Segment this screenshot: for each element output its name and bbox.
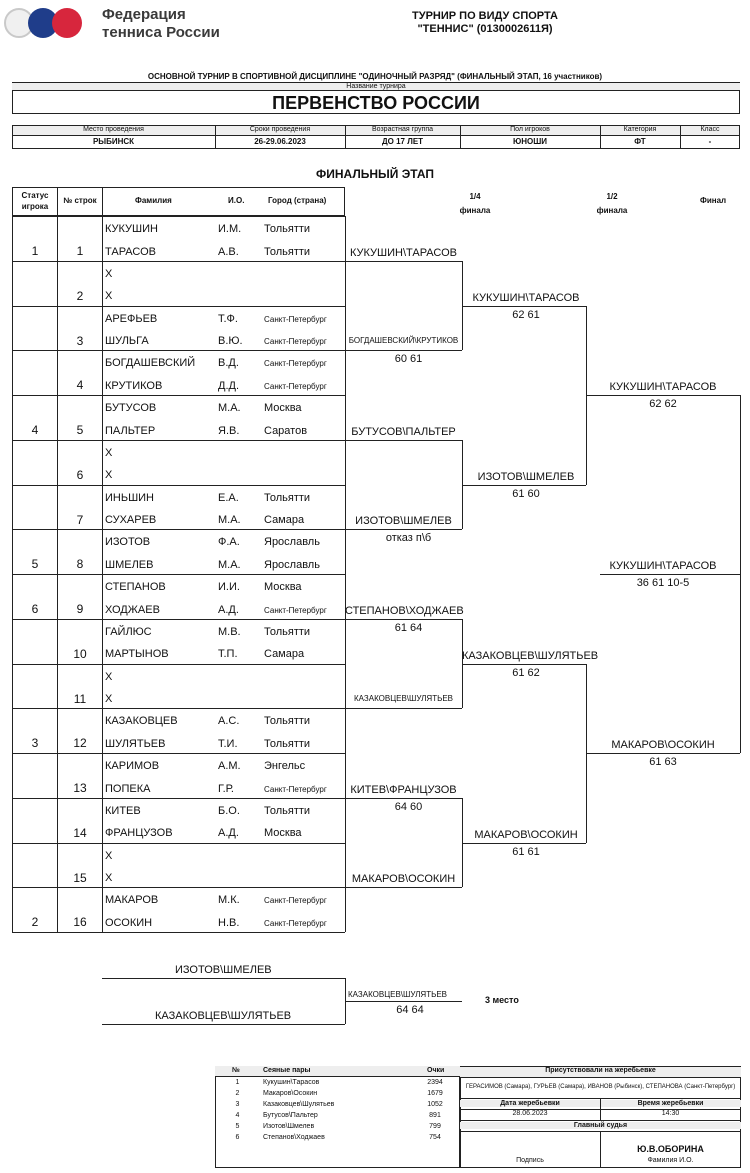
r2-score: 61 62 xyxy=(512,666,540,679)
seed-points: 2394 xyxy=(427,1079,443,1086)
r1-score: 60 61 xyxy=(394,353,423,366)
seed-no: 3 xyxy=(235,1101,240,1108)
seed-points: 891 xyxy=(429,1112,441,1119)
player-initials: В.Д. xyxy=(218,357,239,370)
row-number: 7 xyxy=(76,512,84,527)
row-number: 4 xyxy=(76,378,84,393)
player-initials: В.Ю. xyxy=(218,335,243,347)
status-cell xyxy=(12,753,58,799)
player-city: Санкт-Петербург xyxy=(264,605,327,615)
pair-line xyxy=(102,708,345,709)
player-city: Санкт-Петербург xyxy=(264,337,327,346)
player-city: Санкт-Петербург xyxy=(264,359,327,369)
player-city: Ярославль xyxy=(264,536,320,549)
player-city: Тольятти xyxy=(264,625,311,638)
player-surname: АРЕФЬЕВ xyxy=(105,312,158,325)
r2-winner: МАКАРОВ\ОСОКИН xyxy=(474,828,578,841)
player-surname: ПАЛЬТЕР xyxy=(105,424,156,437)
player-initials: И.М. xyxy=(218,223,242,235)
r1-score: 61 64 xyxy=(394,621,423,634)
player-city: Тольятти xyxy=(264,737,311,750)
player-initials: М.А. xyxy=(218,558,241,571)
status-cell xyxy=(12,306,58,352)
player-surname: МАРТЫНОВ xyxy=(105,648,169,661)
pair-line xyxy=(102,753,345,754)
judge-label: Главный судья xyxy=(460,1122,741,1129)
r3-score: 62 62 xyxy=(649,398,677,410)
status-value: 6 xyxy=(31,602,39,616)
r2-winner: ИЗОТОВ\ШМЕЛЕВ xyxy=(477,470,575,483)
col-status-label: Статус игрока xyxy=(21,191,49,211)
player-surname: КУКУШИН xyxy=(105,223,158,235)
pair-line xyxy=(102,216,345,217)
seed-points: 754 xyxy=(429,1134,441,1141)
r2-line xyxy=(462,843,586,844)
info-sex-label: Пол игроков xyxy=(510,126,550,133)
third-place-line xyxy=(345,1001,462,1002)
r1-line xyxy=(345,887,462,888)
pair-line xyxy=(102,485,345,486)
pair-line xyxy=(102,932,345,933)
info-class-label: Класс xyxy=(700,126,720,133)
player-city: Тольятти xyxy=(264,223,311,235)
tournament-sport-line1: ТУРНИР ПО ВИДУ СПОРТА xyxy=(412,10,558,22)
org-name-line1: Федерация xyxy=(102,6,186,23)
player-initials: А.Д. xyxy=(218,603,239,616)
pair-line xyxy=(102,887,345,888)
draw-time-label: Время жеребьевки xyxy=(600,1100,741,1107)
pair-line xyxy=(345,216,346,932)
seed-pair: Макаров\Осокин xyxy=(263,1090,318,1097)
present-text: ГЕРАСИМОВ (Самара), ГУРЬЕВ (Самара), ИВАНОВ (Рыбинск), СТЕПАНОВА (Санкт-Петербург) xyxy=(465,1084,736,1090)
present-label: Присутствовали на жеребьевке xyxy=(460,1067,741,1078)
player-initials: Н.В. xyxy=(218,916,240,929)
player-surname: СТЕПАНОВ xyxy=(105,581,166,593)
fio-label: Фамилия И.О. xyxy=(647,1157,694,1164)
pair-line xyxy=(102,261,345,262)
player-initials: М.К. xyxy=(218,894,240,907)
seed-pair: Кукушин\Тарасов xyxy=(263,1079,320,1086)
third-place-p1: ИЗОТОВ\ШМЕЛЕВ xyxy=(175,964,272,976)
r2-line xyxy=(462,664,586,665)
player-surname: БУТУСОВ xyxy=(105,402,157,414)
player-surname: ИНЬШИН xyxy=(105,491,155,504)
player-city: Тольятти xyxy=(264,245,311,258)
r1-line xyxy=(345,708,462,709)
draw-date-label: Дата жеребьевки xyxy=(460,1100,600,1107)
r1-winner: КИТЕВ\ФРАНЦУЗОВ xyxy=(350,783,457,796)
stage-title: ФИНАЛЬНЫЙ ЭТАП xyxy=(315,167,434,181)
pair-line xyxy=(102,574,345,575)
player-surname: Х xyxy=(105,290,113,303)
info-category-label: Категория xyxy=(623,126,657,133)
third-place-label: 3 место xyxy=(485,995,519,1005)
col-io-label: И.О. xyxy=(228,196,245,205)
pair-line xyxy=(102,664,345,665)
r1-line xyxy=(345,350,462,351)
player-surname: ИЗОТОВ xyxy=(105,536,151,549)
row-number: 13 xyxy=(73,781,87,795)
seed-no: 4 xyxy=(235,1112,240,1119)
row-number: 12 xyxy=(73,736,87,751)
status-cell xyxy=(12,440,58,486)
logo-ball-icon xyxy=(52,8,82,38)
r1-line xyxy=(345,529,462,530)
r3-connector xyxy=(740,395,741,753)
player-initials: А.М. xyxy=(218,760,241,772)
third-place-score: 64 64 xyxy=(396,1004,424,1016)
pair-line xyxy=(102,306,345,307)
seeds-no-label: № xyxy=(232,1067,240,1074)
third-place-p2: КАЗАКОВЦЕВ\ШУЛЯТЬЕВ xyxy=(155,1010,292,1022)
status-cell xyxy=(12,485,58,531)
r1-score: отказ п\б xyxy=(385,532,432,545)
r1-line xyxy=(345,619,462,620)
status-value: 4 xyxy=(31,423,39,437)
player-city: Москва xyxy=(264,402,302,414)
status-cell xyxy=(12,619,58,665)
r1-winner: КАЗАКОВЦЕВ\ШУЛЯТЬЕВ xyxy=(354,694,453,704)
player-surname: Х xyxy=(105,872,113,884)
player-surname: Х xyxy=(105,849,113,862)
r3-winner: КУКУШИН\ТАРАСОВ xyxy=(609,381,717,393)
row-number: 11 xyxy=(73,691,87,706)
seed-no: 5 xyxy=(235,1123,240,1130)
row-number: 5 xyxy=(76,423,84,437)
player-surname: ШМЕЛЕВ xyxy=(105,558,154,571)
seed-pair: Степанов\Ходжаев xyxy=(263,1134,325,1141)
draw-date: 28.06.2023 xyxy=(512,1110,548,1117)
player-surname: ШУЛЯТЬЕВ xyxy=(105,737,166,750)
info-place-value: РЫБИНСК xyxy=(92,137,135,146)
federation-logo xyxy=(0,0,260,48)
player-surname: МАКАРОВ xyxy=(105,894,159,907)
player-initials: Д.Д. xyxy=(218,379,240,392)
row-number: 14 xyxy=(73,825,87,840)
col-surname-label: Фамилия xyxy=(135,196,172,205)
r3-line xyxy=(586,395,740,396)
player-surname: СУХАРЕВ xyxy=(105,514,157,526)
status-cell xyxy=(12,350,58,396)
draw-time: 14:30 xyxy=(661,1110,680,1117)
r1-line xyxy=(345,798,462,799)
player-initials: Т.П. xyxy=(218,648,238,661)
player-city: Санкт-Петербург xyxy=(264,896,327,906)
seed-pair: Бутусов\Пальтер xyxy=(263,1112,318,1119)
seed-points: 799 xyxy=(429,1123,441,1130)
status-cell xyxy=(12,664,58,710)
player-city: Саратов xyxy=(264,424,308,437)
info-category-value: ФТ xyxy=(634,137,646,146)
pair-line xyxy=(102,350,345,351)
row-number: 16 xyxy=(73,915,87,930)
r3-score: 61 63 xyxy=(649,756,677,768)
col-city-label: Город (страна) xyxy=(268,196,327,205)
player-initials: А.В. xyxy=(218,245,239,258)
player-surname: ТАРАСОВ xyxy=(105,245,156,258)
tournament-sport-line2: "ТЕННИС" (0130002611Я) xyxy=(417,23,553,35)
status-cell xyxy=(12,843,58,889)
player-initials: Е.А. xyxy=(218,491,239,504)
row-number: 6 xyxy=(76,467,84,482)
row-number: 3 xyxy=(76,333,84,348)
info-dates-value: 26-29.06.2023 xyxy=(254,137,306,146)
final-line xyxy=(600,574,740,575)
seed-no: 6 xyxy=(235,1134,240,1141)
r2-line xyxy=(462,306,586,307)
row-number: 10 xyxy=(73,646,87,661)
row-number: 1 xyxy=(76,244,84,258)
player-surname: ПОПЕКА xyxy=(105,782,151,795)
row-number: 2 xyxy=(76,288,84,303)
row-number: 15 xyxy=(73,870,87,885)
player-initials: А.С. xyxy=(218,715,240,728)
player-surname: ХОДЖАЕВ xyxy=(105,603,160,616)
seed-points: 1679 xyxy=(427,1090,443,1097)
seed-no: 1 xyxy=(235,1079,240,1086)
tournament-name: ПЕРВЕНСТВО РОССИИ xyxy=(272,93,480,113)
info-dates-label: Сроки проведения xyxy=(249,126,311,133)
player-city: Энгельс xyxy=(264,760,306,772)
player-surname: ШУЛЬГА xyxy=(105,335,149,347)
status-value: 2 xyxy=(31,915,39,930)
r3-line xyxy=(586,753,740,754)
r2-winner: КУКУШИН\ТАРАСОВ xyxy=(472,291,580,304)
seeds-header-bg xyxy=(215,1066,460,1077)
status-value: 3 xyxy=(31,736,39,751)
seeds-pairs-label: Сеяные пары xyxy=(263,1067,311,1074)
player-city: Самара xyxy=(264,514,305,526)
col-final-label: Финал xyxy=(700,196,727,205)
pair-line xyxy=(102,843,345,844)
row-number: 8 xyxy=(76,557,84,572)
player-initials: Г.Р. xyxy=(218,782,234,795)
player-initials: А.Д. xyxy=(218,827,239,840)
org-name-line2: тенниса России xyxy=(102,24,220,41)
player-city: Тольятти xyxy=(264,491,311,504)
player-surname: КРУТИКОВ xyxy=(105,379,163,392)
player-surname: КИТЕВ xyxy=(105,804,141,817)
r1-winner: МАКАРОВ\ОСОКИН xyxy=(351,873,456,886)
player-city: Самара xyxy=(264,648,305,661)
col-sf-label: 1/2 финала xyxy=(596,192,628,215)
pair-line xyxy=(102,798,345,799)
draw-info-line xyxy=(460,1120,741,1121)
player-initials: М.В. xyxy=(218,625,241,638)
player-initials: Б.О. xyxy=(218,804,240,817)
third-place-winner: КАЗАКОВЦЕВ\ШУЛЯТЬЕВ xyxy=(348,990,447,999)
player-surname: Х xyxy=(105,693,113,705)
r1-winner: БОГДАШЕВСКИЙ\КРУТИКОВ xyxy=(348,336,459,346)
col-qf-label: 1/4 финала xyxy=(459,192,491,215)
r2-line xyxy=(462,485,586,486)
player-surname: Х xyxy=(105,267,113,280)
player-surname: КАЗАКОВЦЕВ xyxy=(105,715,178,728)
status-value: 1 xyxy=(31,244,39,258)
player-surname: Х xyxy=(105,469,113,482)
player-initials: Т.И. xyxy=(218,737,238,750)
player-city: Санкт-Петербург xyxy=(264,784,327,794)
final-winner: КУКУШИН\ТАРАСОВ xyxy=(609,560,717,572)
pair-line xyxy=(102,440,345,441)
main-title: ОСНОВНОЙ ТУРНИР В СПОРТИВНОЙ ДИСЦИПЛИНЕ "ОДИНОЧНЫЙ РАЗРЯД" (ФИНАЛЬНЫЙ ЭТАП, 16 участников) xyxy=(147,72,603,81)
seeds-pts-label: Очки xyxy=(427,1067,445,1074)
third-place-line xyxy=(102,1024,345,1025)
seed-pair: Изотов\Шмелев xyxy=(263,1123,315,1130)
r1-line xyxy=(345,261,462,262)
r1-winner: КУКУШИН\ТАРАСОВ xyxy=(349,246,457,259)
pair-line xyxy=(102,529,345,530)
player-surname: ФРАНЦУЗОВ xyxy=(105,827,173,840)
player-city: Тольятти xyxy=(264,804,311,817)
player-initials: И.И. xyxy=(218,581,240,593)
player-city: Санкт-Петербург xyxy=(264,381,327,391)
info-sex-value: ЮНОШИ xyxy=(512,137,548,146)
status-cell xyxy=(12,798,58,844)
tournament-name-label: Название турнира xyxy=(12,83,740,91)
player-initials: Я.В. xyxy=(218,424,240,437)
pair-line xyxy=(102,619,345,620)
r2-winner: КАЗАКОВЦЕВ\ШУЛЯТЬЕВ xyxy=(462,649,599,662)
pair-line xyxy=(102,395,345,396)
player-city: Москва xyxy=(264,581,302,593)
info-age-label: Возрастная группа xyxy=(371,126,434,133)
player-initials: Ф.А. xyxy=(218,536,240,549)
r1-winner: СТЕПАНОВ\ХОДЖАЕВ xyxy=(345,604,464,617)
player-surname: ОСОКИН xyxy=(105,916,153,929)
info-age-value: ДО 17 ЛЕТ xyxy=(381,137,424,146)
player-city: Москва xyxy=(264,827,302,840)
player-surname: БОГДАШЕВСКИЙ xyxy=(105,357,196,370)
status-cell xyxy=(12,261,58,307)
info-place-label: Место проведения xyxy=(83,126,144,133)
sign-label: Подпись xyxy=(516,1157,544,1164)
player-surname: Х xyxy=(105,670,113,683)
player-initials: М.А. xyxy=(218,402,241,414)
player-surname: ГАЙЛЮС xyxy=(105,625,152,638)
info-class-value: - xyxy=(708,137,712,146)
r2-score: 62 61 xyxy=(512,308,540,321)
row-number: 9 xyxy=(76,602,84,616)
r1-winner: БУТУСОВ\ПАЛЬТЕР xyxy=(351,425,456,438)
player-city: Ярославль xyxy=(264,558,320,571)
r1-winner: ИЗОТОВ\ШМЕЛЕВ xyxy=(355,515,452,528)
player-surname: КАРИМОВ xyxy=(105,760,160,772)
r2-score: 61 60 xyxy=(512,487,540,500)
player-city: Санкт-Петербург xyxy=(264,918,327,928)
seed-pair: Казаковцев\Шулятьев xyxy=(263,1101,335,1108)
player-city: Тольятти xyxy=(264,715,311,728)
judge-name: Ю.В.ОБОРИНА xyxy=(637,1144,704,1154)
final-score: 36 61 10-5 xyxy=(636,577,690,589)
seed-no: 2 xyxy=(235,1090,240,1097)
seed-points: 1052 xyxy=(427,1101,443,1108)
col-row-label: № строк xyxy=(63,196,97,205)
r1-line xyxy=(345,440,462,441)
third-place-line xyxy=(102,978,345,979)
r2-score: 61 61 xyxy=(512,845,540,858)
r3-winner: МАКАРОВ\ОСОКИН xyxy=(611,739,715,751)
player-initials: Т.Ф. xyxy=(218,312,238,325)
player-city: Санкт-Петербург xyxy=(264,314,327,324)
r1-score: 64 60 xyxy=(394,800,423,813)
status-value: 5 xyxy=(31,557,39,572)
player-surname: Х xyxy=(105,446,113,459)
player-initials: М.А. xyxy=(218,514,241,526)
